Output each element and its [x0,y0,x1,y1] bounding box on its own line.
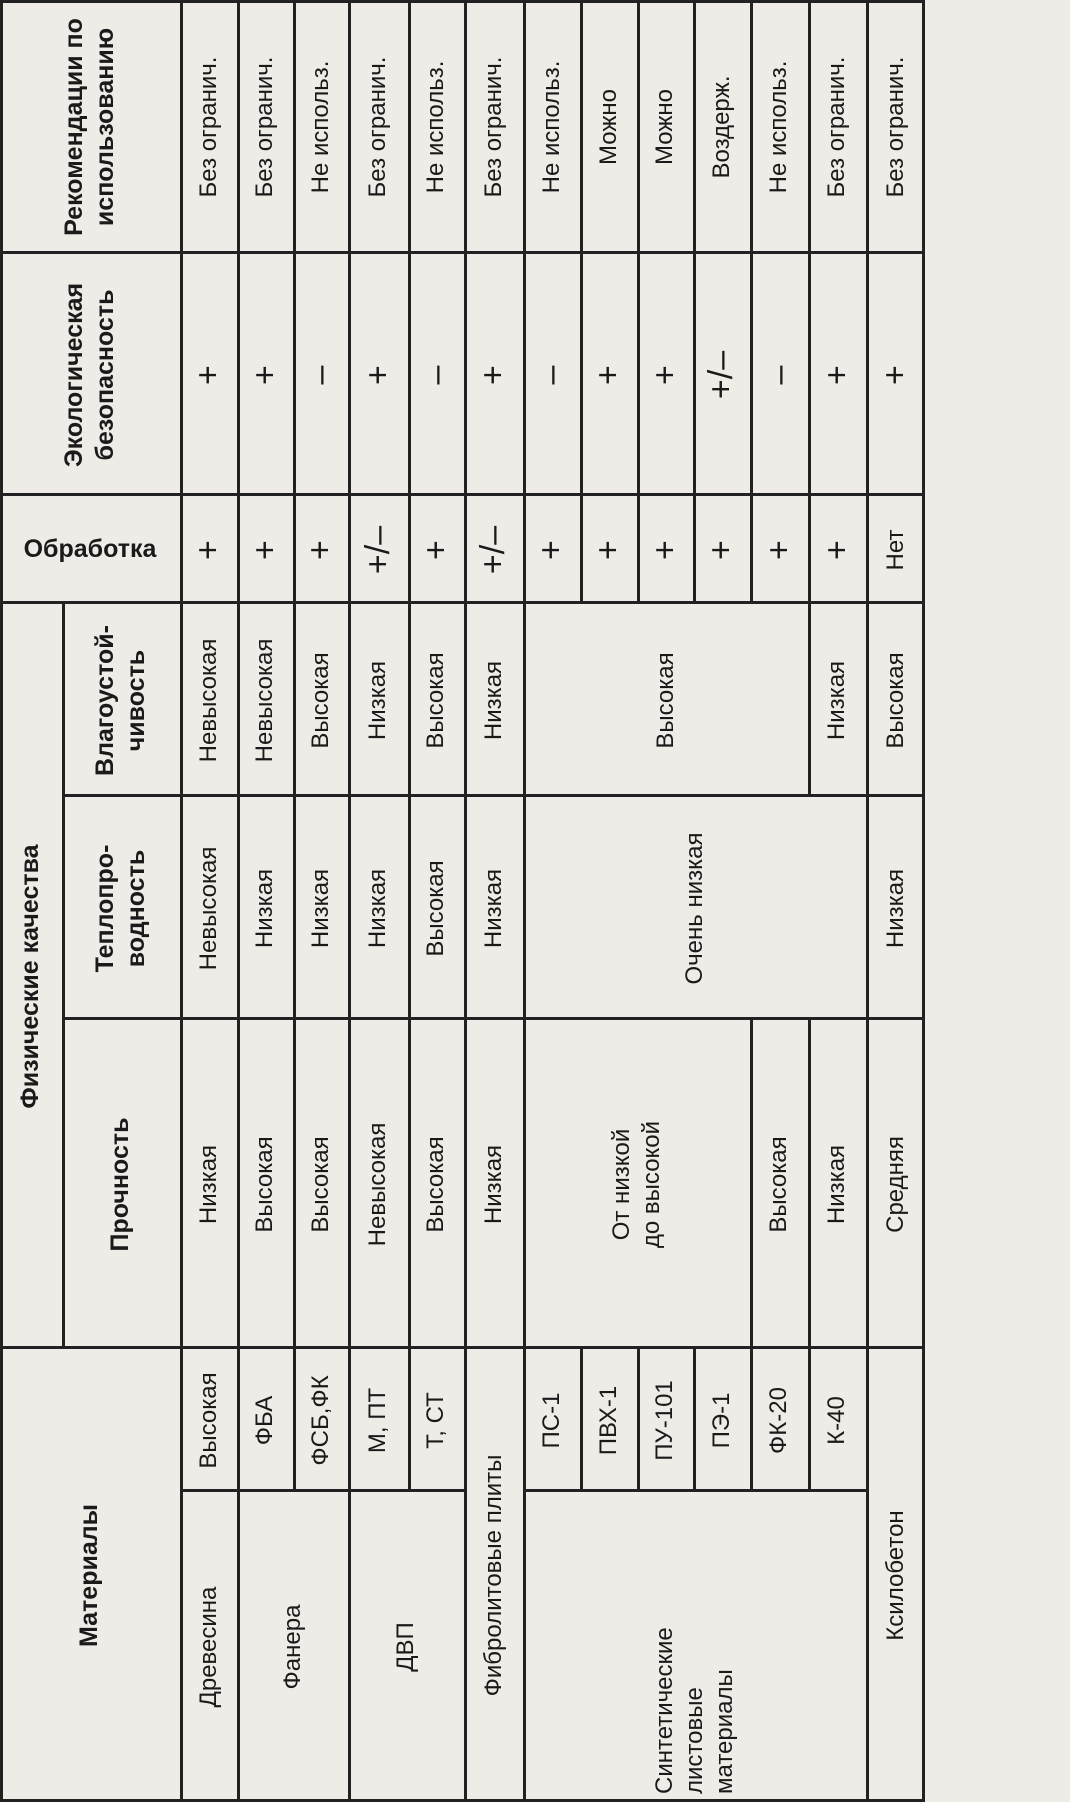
row-moisture: Низкая [823,660,850,741]
merged-strength: От низкой до высокой [607,1120,665,1249]
row-subtype: ФБА [251,1395,278,1446]
header-recommend: Рекомендации по использованию [59,18,119,236]
row-strength: Высокая [765,1136,792,1233]
merged-moisture: Высокая [651,652,679,749]
row-recommend: Без огранич. [251,56,278,198]
row-strength: Средняя [881,1136,909,1233]
header-physical: Физические качества [16,844,45,1109]
row-ecology: + [189,365,228,385]
row-conductivity: Высокая [422,860,449,957]
row-processing: + [301,540,340,560]
row-processing: + [416,540,455,560]
row-processing: + [817,540,856,560]
group-plywood: Фанера [278,1604,306,1690]
row-recommend: Не использ. [537,60,565,194]
row-ecology: + [474,365,513,385]
row-ecology: + [645,365,684,385]
row-recommend: Не использ. [765,60,792,194]
row-ecology: – [759,365,798,385]
row-ecology: + [245,365,284,385]
row-recommend: Не использ. [306,60,334,194]
row-recommend: Без огранич. [479,56,507,198]
row-processing: + [189,540,228,560]
row-conductivity: Низкая [364,868,391,949]
row-strength: Высокая [251,1136,278,1233]
row-subtype: Высокая [194,1372,222,1469]
row-subtype: ПУ-101 [651,1380,678,1461]
row-recommend: Без огранич. [194,56,222,198]
row-subtype: ФСБ,ФК [306,1375,334,1466]
row-conductivity: Низкая [881,868,909,949]
row-moisture: Высокая [422,652,449,749]
row-subtype: ПВХ-1 [594,1385,622,1456]
row-recommend: Можно [594,89,622,165]
row-ecology: – [301,365,340,385]
header-moisture: Влагоустой- чивость [90,625,150,776]
row-ecology: + [358,365,397,385]
group-fibrolite: Фибролитовые плиты [479,1454,507,1697]
group-synthetic: Синтетические листовые материалы [650,1627,738,1794]
header-materials: Материалы [75,1504,104,1647]
row-strength: Низкая [823,1144,850,1225]
group-xylo: Ксилобетон [881,1510,909,1641]
row-processing: +/– [474,525,513,575]
group-wood: Древесина [194,1586,222,1708]
row-recommend: Без огранич. [364,56,391,198]
header-ecology: Экологическая безопасность [59,282,119,468]
row-recommend: Без огранич. [823,56,850,198]
header-strength: Прочность [106,1117,135,1252]
row-processing: + [702,540,741,560]
row-subtype: ПЭ-1 [707,1392,735,1449]
row-processing: + [532,540,571,560]
row-subtype: ПС-1 [537,1392,565,1449]
row-conductivity: Низкая [479,868,507,949]
row-ecology: – [532,365,571,385]
merged-conductivity: Очень низкая [680,832,708,985]
row-conductivity: Невысокая [194,846,222,971]
row-recommend: Без огранич. [881,56,909,198]
row-ecology: + [817,365,856,385]
row-moisture: Высокая [881,652,909,749]
row-ecology: + [589,365,628,385]
row-processing: +/– [358,525,397,575]
row-subtype: ФК-20 [765,1387,792,1454]
row-processing: + [645,540,684,560]
row-conductivity: Низкая [251,868,278,949]
row-strength: Низкая [194,1144,222,1225]
row-processing: + [589,540,628,560]
row-moisture: Низкая [479,660,507,741]
row-moisture: Высокая [306,652,334,749]
row-recommend: Воздерж. [707,75,735,179]
row-conductivity: Низкая [306,868,334,949]
row-subtype: М, ПТ [364,1387,391,1454]
row-strength: Высокая [422,1136,449,1233]
row-ecology: +/– [702,350,741,400]
row-processing: + [245,540,284,560]
row-moisture: Невысокая [194,638,222,763]
row-ecology: – [416,365,455,385]
row-processing: + [759,540,798,560]
row-moisture: Низкая [364,660,391,741]
header-processing: Обработка [23,535,157,564]
row-processing: Нет [881,529,909,571]
row-strength: Невысокая [364,1122,391,1247]
row-moisture: Невысокая [251,638,278,763]
row-recommend: Не использ. [422,60,449,194]
row-ecology: + [876,365,915,385]
group-dvp: ДВП [392,1622,419,1672]
row-recommend: Можно [651,89,678,165]
header-conductivity: Теплопро- водность [90,844,150,973]
row-strength: Высокая [306,1136,334,1233]
row-subtype: К-40 [823,1396,850,1445]
row-subtype: Т, СТ [422,1392,449,1449]
row-strength: Низкая [479,1144,507,1225]
